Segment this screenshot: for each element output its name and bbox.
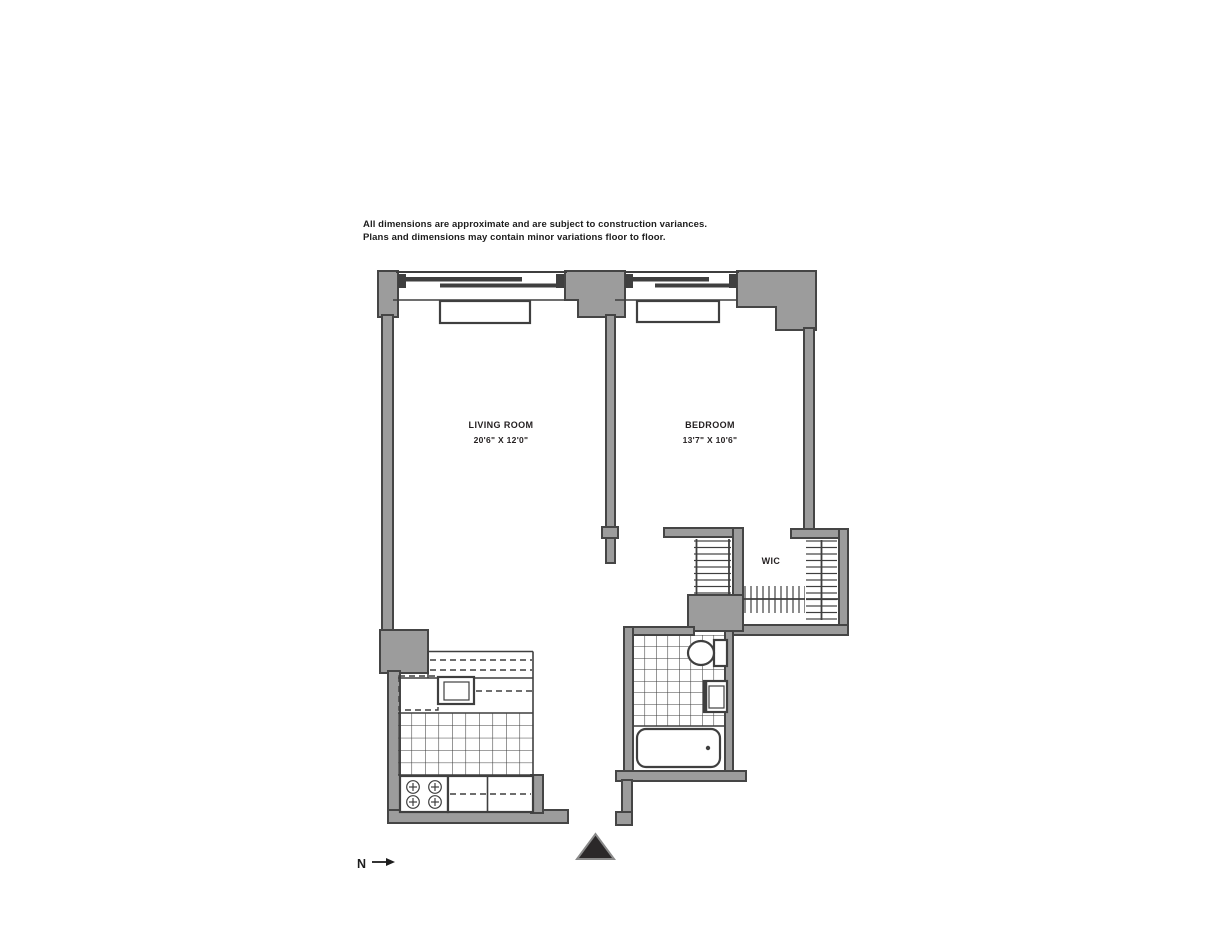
wic-right-wall xyxy=(839,529,848,635)
window-glazing-bar xyxy=(655,284,735,288)
entry-marker-icon xyxy=(577,834,614,859)
bedroom-dimensions: 13'7" X 10'6" xyxy=(682,435,738,445)
kitchen-tile-floor xyxy=(398,713,533,775)
bathroom-bottom-wall xyxy=(616,771,746,781)
north-indicator xyxy=(357,857,395,871)
entry-wall-foot xyxy=(616,812,632,825)
window-glazing-bar xyxy=(404,277,522,282)
bedroom-closet-hatching xyxy=(694,539,731,596)
convector-unit xyxy=(637,301,719,322)
bathroom xyxy=(633,635,727,767)
disclaimer-line-1: All dimensions are approximate and are subject to construction variances. xyxy=(363,219,708,230)
closet-stub-wall xyxy=(733,528,743,599)
wic-bottom-wall xyxy=(733,625,848,635)
living-room-dimensions: 20'6" X 12'0" xyxy=(473,435,529,445)
toilet-icon xyxy=(688,640,727,666)
kitchen-column xyxy=(380,630,428,673)
kitchen xyxy=(398,652,533,813)
window-glazing-bar xyxy=(631,277,709,282)
bedroom-bottom-wall xyxy=(664,528,743,537)
disclaimer-line-2: Plans and dimensions may contain minor variations floor to floor. xyxy=(363,231,666,243)
divider-wall xyxy=(606,315,615,563)
north-label: N xyxy=(357,857,367,871)
left-wall-upper xyxy=(382,315,393,632)
divider-wall-foot xyxy=(602,527,618,538)
bedroom-label: BEDROOM xyxy=(685,420,735,430)
wic-closet-hatching-bottom xyxy=(743,586,805,613)
wic-closet-hatching-right xyxy=(806,540,838,620)
convector-unit xyxy=(440,301,530,323)
living-room-label: LIVING ROOM xyxy=(468,420,534,430)
bathtub-icon xyxy=(637,729,720,767)
bathroom-left-wall xyxy=(624,627,633,780)
tub-drain xyxy=(706,746,710,750)
north-arrow-icon xyxy=(372,858,395,866)
refrigerator-outline xyxy=(399,676,438,710)
wic-label: WIC xyxy=(761,556,781,566)
vanity-icon xyxy=(704,681,727,712)
bathroom-top-wall xyxy=(624,627,694,635)
top-left-column xyxy=(378,271,398,317)
stove-icon xyxy=(400,776,448,812)
hall-column xyxy=(688,595,743,631)
top-right-column xyxy=(737,271,816,330)
window-glazing-bar xyxy=(440,284,560,288)
mid-top-column xyxy=(565,271,625,317)
right-wall xyxy=(804,328,814,531)
